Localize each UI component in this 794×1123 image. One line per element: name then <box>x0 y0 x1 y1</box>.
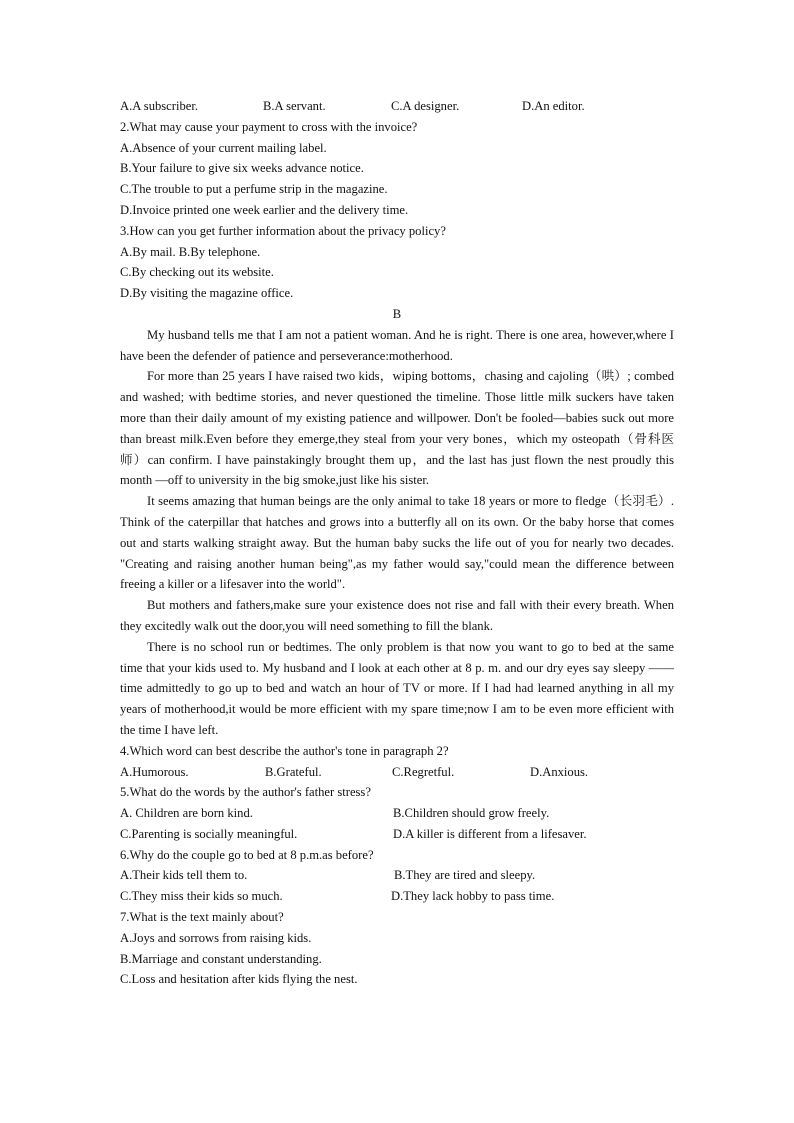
q7-option-b: B.Marriage and constant understanding. <box>120 951 322 966</box>
q5-option-c: C.Parenting is socially meaningful. <box>120 826 298 841</box>
q2-option-b: B.Your failure to give six weeks advance notice. <box>120 161 364 176</box>
q6-options-row-1 <box>120 865 674 886</box>
q2-option-d: D.Invoice printed one week earlier and the delivery time. <box>120 202 409 217</box>
q6-option-b: B.They are tired and sleepy. <box>394 868 536 883</box>
q1-option-b: B.A servant. <box>263 99 326 113</box>
passage-paragraph-1: My husband tells me that I am not a patient woman. And he is right. There is one area, however,where I have been the defender of patience and perseverance:motherhood. <box>120 327 674 363</box>
passage-paragraph-2: For more than 25 years I have raised two kids，wiping bottoms，chasing and cajoling（哄）; combed and washed; with bedtime stories, and never questioned the timeline. Those little milk suckers have taken more than their daily amount of my existing patience and willpower. Don't be fooled—babies suck out more than breast milk.Even before they emerge,they steal from your very bones，which my osteopath（骨科医师）can confirm. I have painstakingly brought them up，and the last has just flown the nest proudly this month —off to university in the big smoke,just like his sister. <box>120 369 674 488</box>
q3-option-d: D.By visiting the magazine office. <box>120 286 294 301</box>
q4-question: 4.Which word can best describe the author's tone in paragraph 2? <box>120 743 449 758</box>
section-label: B <box>392 306 402 321</box>
q2-question: 2.What may cause your payment to cross with the invoice? <box>120 119 418 134</box>
q5-option-a: A. Children are born kind. <box>120 806 253 821</box>
q4-option-a: A.Humorous. <box>120 764 189 779</box>
q1-options <box>120 96 674 117</box>
document-body <box>120 96 674 990</box>
q5-options-row-1 <box>120 803 674 824</box>
passage-paragraph-4: But mothers and fathers,make sure your existence does not rise and fall with their every breath. When they excitedly walk out the door,you will need something to fill the blank. <box>120 598 674 633</box>
q4-option-d: D.Anxious. <box>530 764 589 779</box>
q3-options-ab: A.By mail. B.By telephone. <box>120 244 261 259</box>
q6-option-a: A.Their kids tell them to. <box>120 868 248 883</box>
q7-option-a: A.Joys and sorrows from raising kids. <box>120 930 312 945</box>
q2-option-c: C.The trouble to put a perfume strip in the magazine. <box>120 182 388 197</box>
q5-options-row-2 <box>120 824 674 845</box>
passage-paragraph-3: It seems amazing that human beings are the only animal to take 18 years or more to fledge（长羽毛）. Think of the caterpillar that hatches and grows into a butterfly all on its own. Or the baby horse that comes out and starts walking straight away. But the human baby sucks the life out of you for nearly two decades. "Creating and raising another human being",as my father would say,"could mean the difference between freeing a killer or a lifesaver into the world". <box>120 494 674 592</box>
q1-option-a: A.A subscriber. <box>120 99 199 113</box>
q6-option-d: D.They lack hobby to pass time. <box>391 889 555 904</box>
q7-question: 7.What is the text mainly about? <box>120 910 284 925</box>
q1-option-d: D.An editor. <box>522 99 585 113</box>
q1-option-c: C.A designer. <box>391 99 460 113</box>
q6-question: 6.Why do the couple go to bed at 8 p.m.as before? <box>120 847 374 862</box>
passage-paragraph-5: There is no school run or bedtimes. The only problem is that now you want to go to bed at the same time that your kids used to. My husband and I look at each other at 8 p. m. and our dry eyes say sleepy ——time admittedly to go up to bed and watch an hour of TV or more. If I had had learned anything in all my years of motherhood,it would be more efficient with my spare time;now I am to be even more efficient with the time I have left. <box>120 639 674 737</box>
q2-option-a: A.Absence of your current mailing label. <box>120 140 327 155</box>
q5-question: 5.What do the words by the author's father stress? <box>120 785 371 800</box>
q6-option-c: C.They miss their kids so much. <box>120 889 283 904</box>
q4-option-b: B.Grateful. <box>265 764 322 779</box>
q3-option-c: C.By checking out its website. <box>120 265 274 280</box>
q3-question: 3.How can you get further information about the privacy policy? <box>120 223 446 238</box>
q4-options <box>120 762 674 783</box>
q5-option-d: D.A killer is different from a lifesaver. <box>393 826 587 841</box>
q4-option-c: C.Regretful. <box>392 764 455 779</box>
q6-options-row-2 <box>120 886 674 907</box>
q5-option-b: B.Children should grow freely. <box>393 806 550 821</box>
q7-option-c: C.Loss and hesitation after kids flying the nest. <box>120 972 358 987</box>
